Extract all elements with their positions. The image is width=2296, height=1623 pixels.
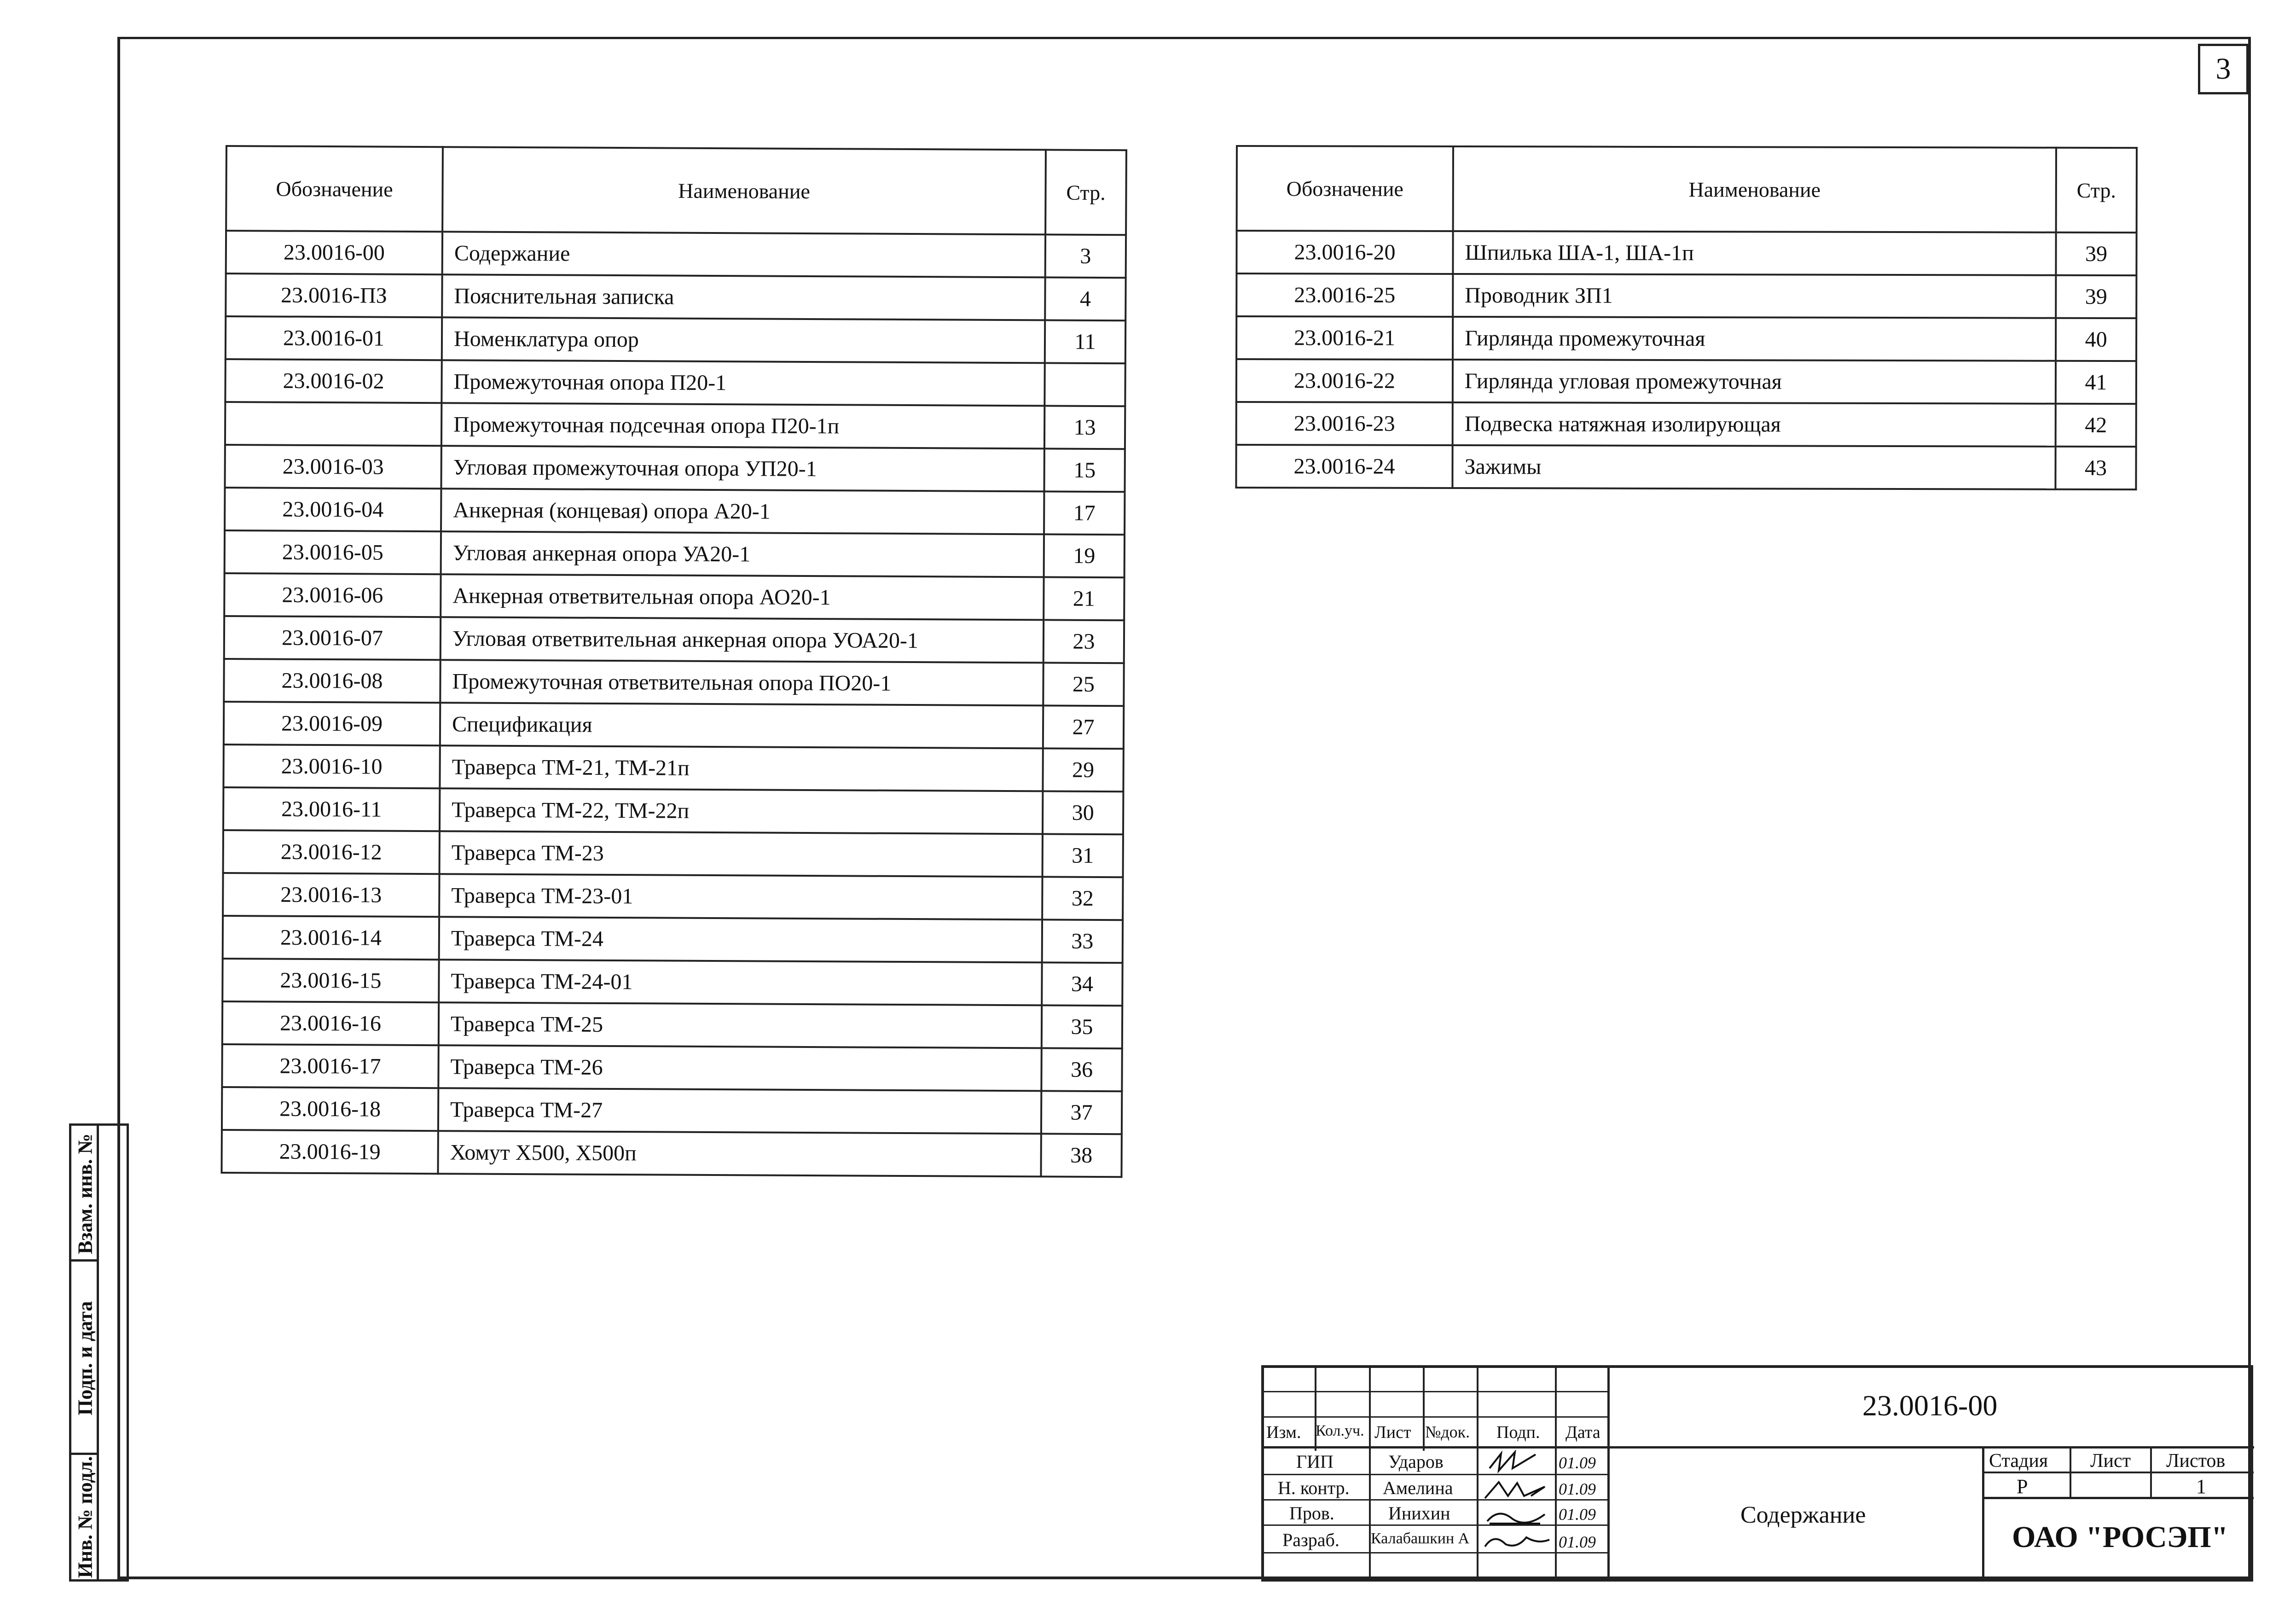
header-name: Наименование <box>442 147 1046 234</box>
date-prov: 01.09 <box>1559 1505 1596 1524</box>
col-podp: Подп. <box>1496 1423 1540 1442</box>
table-row <box>226 231 1126 278</box>
contents-right-body <box>1236 231 2136 489</box>
org-name: ОАО "РОСЭП" <box>2012 1520 2228 1554</box>
sheets-value: 1 <box>2196 1475 2206 1498</box>
row-page: 27 <box>1043 705 1124 749</box>
role-nkontr: Н. контр. <box>1278 1478 1350 1498</box>
row-name: Хомут Х500, Х500п <box>438 1131 1041 1176</box>
row-name: Содержание <box>442 232 1045 277</box>
row-name: Траверса ТМ-25 <box>439 1002 1042 1048</box>
row-page: 32 <box>1042 877 1123 920</box>
col-izm: Изм. <box>1266 1423 1301 1442</box>
row-page: 21 <box>1044 577 1124 620</box>
row-page: 15 <box>1044 448 1125 492</box>
table-row <box>223 745 1123 791</box>
row-page: 40 <box>2056 318 2136 361</box>
row-code: 23.0016-05 <box>225 530 441 574</box>
table-row <box>223 787 1123 834</box>
row-code: 23.0016-19 <box>221 1130 438 1174</box>
row-name: Промежуточная ответвительная опора ПО20-1 <box>440 660 1043 705</box>
contents-table-right <box>1235 145 2138 490</box>
row-code: 23.0016-03 <box>225 445 441 489</box>
table-row <box>1236 402 2136 447</box>
contents-left-body <box>221 231 1126 1177</box>
role-prov: Пров. <box>1289 1503 1334 1524</box>
table-header-row <box>226 146 1126 235</box>
row-code: 23.0016-22 <box>1236 359 1453 402</box>
side-stamp-column <box>69 1123 129 1582</box>
contents-table-left <box>220 145 1127 1178</box>
doc-code: 23.0016-00 <box>1862 1389 1998 1422</box>
row-page: 39 <box>2056 275 2136 318</box>
col-ndok: №док. <box>1425 1423 1470 1441</box>
row-page: 43 <box>2055 447 2136 489</box>
row-code: 23.0016-02 <box>225 359 441 403</box>
table-row <box>226 273 1125 320</box>
table-row <box>224 616 1124 663</box>
row-code: 23.0016-18 <box>222 1087 438 1131</box>
row-page: 39 <box>2056 233 2136 275</box>
header-name: Наименование <box>1453 146 2056 233</box>
row-page: 29 <box>1043 748 1123 791</box>
row-name: Анкерная (концевая) опора А20-1 <box>441 489 1044 534</box>
name-razrab: Калабашкин А <box>1371 1530 1470 1547</box>
row-page <box>1044 363 1125 406</box>
row-name: Номенклатура опор <box>442 317 1045 363</box>
role-gip: ГИП <box>1296 1451 1334 1472</box>
header-code: Обозначение <box>226 146 443 232</box>
row-code: 23.0016-00 <box>226 231 442 274</box>
row-code: 23.0016-07 <box>224 616 441 660</box>
name-nkontr: Амелина <box>1383 1478 1453 1498</box>
row-code: 23.0016-15 <box>222 959 439 1002</box>
row-code: 23.0016-12 <box>223 830 440 874</box>
table-row <box>222 1087 1122 1134</box>
row-name: Промежуточная опора П20-1 <box>441 360 1044 406</box>
podp-label: Подп. и дата <box>74 1301 97 1416</box>
name-prov: Инихин <box>1388 1503 1450 1524</box>
row-page: 23 <box>1044 620 1124 663</box>
row-code: 23.0016-13 <box>223 873 439 917</box>
table-row <box>225 445 1125 492</box>
row-name: Шпилька ША-1, ША-1п <box>1453 231 2056 275</box>
row-name: Промежуточная подсечная опора П20-1п <box>441 403 1044 448</box>
row-page: 36 <box>1041 1048 1122 1091</box>
row-name: Траверса ТМ-26 <box>438 1045 1041 1091</box>
row-name: Спецификация <box>440 703 1043 748</box>
row-name: Подвеска натяжная изолирующая <box>1453 402 2056 447</box>
table-row <box>223 916 1123 963</box>
table-row <box>223 873 1123 920</box>
row-name: Угловая промежуточная опора УП20-1 <box>441 446 1044 491</box>
row-code: 23.0016-11 <box>223 787 440 831</box>
date-nkontr: 01.09 <box>1559 1480 1596 1498</box>
row-code: 23.0016-14 <box>223 916 439 960</box>
row-code: 23.0016-ПЗ <box>226 273 442 317</box>
table-row <box>225 402 1125 449</box>
table-row <box>1236 316 2136 361</box>
row-name: Траверса ТМ-27 <box>438 1088 1041 1134</box>
row-code: 23.0016-16 <box>222 1001 439 1045</box>
row-page: 17 <box>1044 491 1125 535</box>
row-page: 38 <box>1041 1134 1121 1177</box>
row-code: 23.0016-20 <box>1236 231 1453 274</box>
row-name: Пояснительная записка <box>442 274 1045 320</box>
row-name: Анкерная ответвительная опора АО20-1 <box>441 574 1044 620</box>
row-page: 11 <box>1045 320 1125 363</box>
row-name: Гирлянда угловая промежуточная <box>1453 360 2056 404</box>
inv-label: Инв. № подл. <box>74 1456 97 1578</box>
title-block <box>1261 1365 2253 1582</box>
sheet-number: 3 <box>2215 52 2231 86</box>
row-name: Траверса ТМ-21, ТМ-21п <box>440 745 1043 791</box>
row-page: 25 <box>1043 663 1124 706</box>
table-row <box>225 530 1125 577</box>
row-name: Угловая анкерная опора УА20-1 <box>441 531 1044 577</box>
row-code: 23.0016-23 <box>1236 402 1453 445</box>
row-code: 23.0016-06 <box>224 573 441 617</box>
row-page: 30 <box>1043 791 1123 834</box>
table-row <box>224 659 1124 706</box>
row-name: Зажимы <box>1452 445 2055 489</box>
row-name: Траверса ТМ-22, ТМ-22п <box>440 788 1043 834</box>
col-kol: Кол.уч. <box>1316 1422 1364 1439</box>
row-code: 23.0016-10 <box>223 745 440 788</box>
table-row <box>1236 273 2136 318</box>
name-gip: Ударов <box>1388 1451 1444 1472</box>
row-code: 23.0016-01 <box>226 316 442 360</box>
role-razrab: Разраб. <box>1282 1530 1339 1550</box>
row-page: 13 <box>1044 406 1125 449</box>
row-name: Гирлянда промежуточная <box>1453 317 2056 361</box>
row-page: 41 <box>2056 361 2136 404</box>
table-row <box>221 1130 1121 1177</box>
row-page: 33 <box>1042 919 1123 963</box>
row-name: Траверса ТМ-24 <box>439 917 1042 962</box>
row-code: 23.0016-09 <box>224 702 440 745</box>
table-row <box>222 1001 1122 1048</box>
row-page: 3 <box>1045 234 1126 278</box>
row-code: 23.0016-17 <box>222 1044 438 1088</box>
doc-title: Содержание <box>1740 1502 1866 1528</box>
table-row <box>224 573 1124 620</box>
row-page: 42 <box>2056 404 2136 447</box>
sheet-number-box <box>2198 44 2249 94</box>
row-name: Траверса ТМ-24-01 <box>439 960 1042 1005</box>
row-code: 23.0016-08 <box>224 659 440 703</box>
row-name: Угловая ответвительная анкерная опора УОА20-1 <box>441 617 1044 663</box>
table-row <box>225 488 1125 535</box>
row-name: Траверса ТМ-23 <box>440 831 1043 877</box>
row-page: 35 <box>1042 1005 1122 1048</box>
row-code: 23.0016-24 <box>1236 445 1452 488</box>
row-page: 37 <box>1041 1091 1122 1134</box>
stage-header: Стадия <box>1989 1450 2048 1472</box>
sheet-header: Лист <box>2090 1450 2131 1472</box>
col-list: Лист <box>1374 1423 1411 1442</box>
date-razrab: 01.09 <box>1559 1533 1596 1551</box>
table-row <box>1236 359 2136 404</box>
row-code: 23.0016-04 <box>225 488 441 531</box>
row-code: 23.0016-25 <box>1236 273 1453 317</box>
row-page: 31 <box>1043 834 1123 877</box>
row-page: 4 <box>1045 277 1125 320</box>
table-row <box>223 830 1123 877</box>
row-code <box>225 402 441 446</box>
header-code: Обозначение <box>1237 146 1453 231</box>
col-data: Дата <box>1565 1423 1600 1442</box>
table-row <box>225 359 1125 406</box>
row-code: 23.0016-21 <box>1236 316 1453 360</box>
sheets-header: Листов <box>2166 1450 2226 1472</box>
table-row <box>224 702 1124 749</box>
table-row <box>1236 445 2136 489</box>
vzam-label: Взам. инв. № <box>74 1134 97 1254</box>
row-name: Проводник ЗП1 <box>1453 274 2056 318</box>
table-row <box>1236 231 2136 275</box>
table-row <box>222 1044 1122 1091</box>
table-row <box>226 316 1125 363</box>
table-header-row <box>1237 146 2137 233</box>
header-page: Стр. <box>2056 148 2137 233</box>
row-page: 34 <box>1042 962 1122 1006</box>
table-row <box>222 959 1122 1006</box>
header-page: Стр. <box>1045 150 1126 235</box>
signatures-graphic <box>1480 1450 1554 1551</box>
row-page: 19 <box>1044 534 1125 577</box>
date-gip: 01.09 <box>1559 1454 1596 1472</box>
stage-value: Р <box>2017 1475 2028 1498</box>
row-name: Траверса ТМ-23-01 <box>439 874 1042 919</box>
